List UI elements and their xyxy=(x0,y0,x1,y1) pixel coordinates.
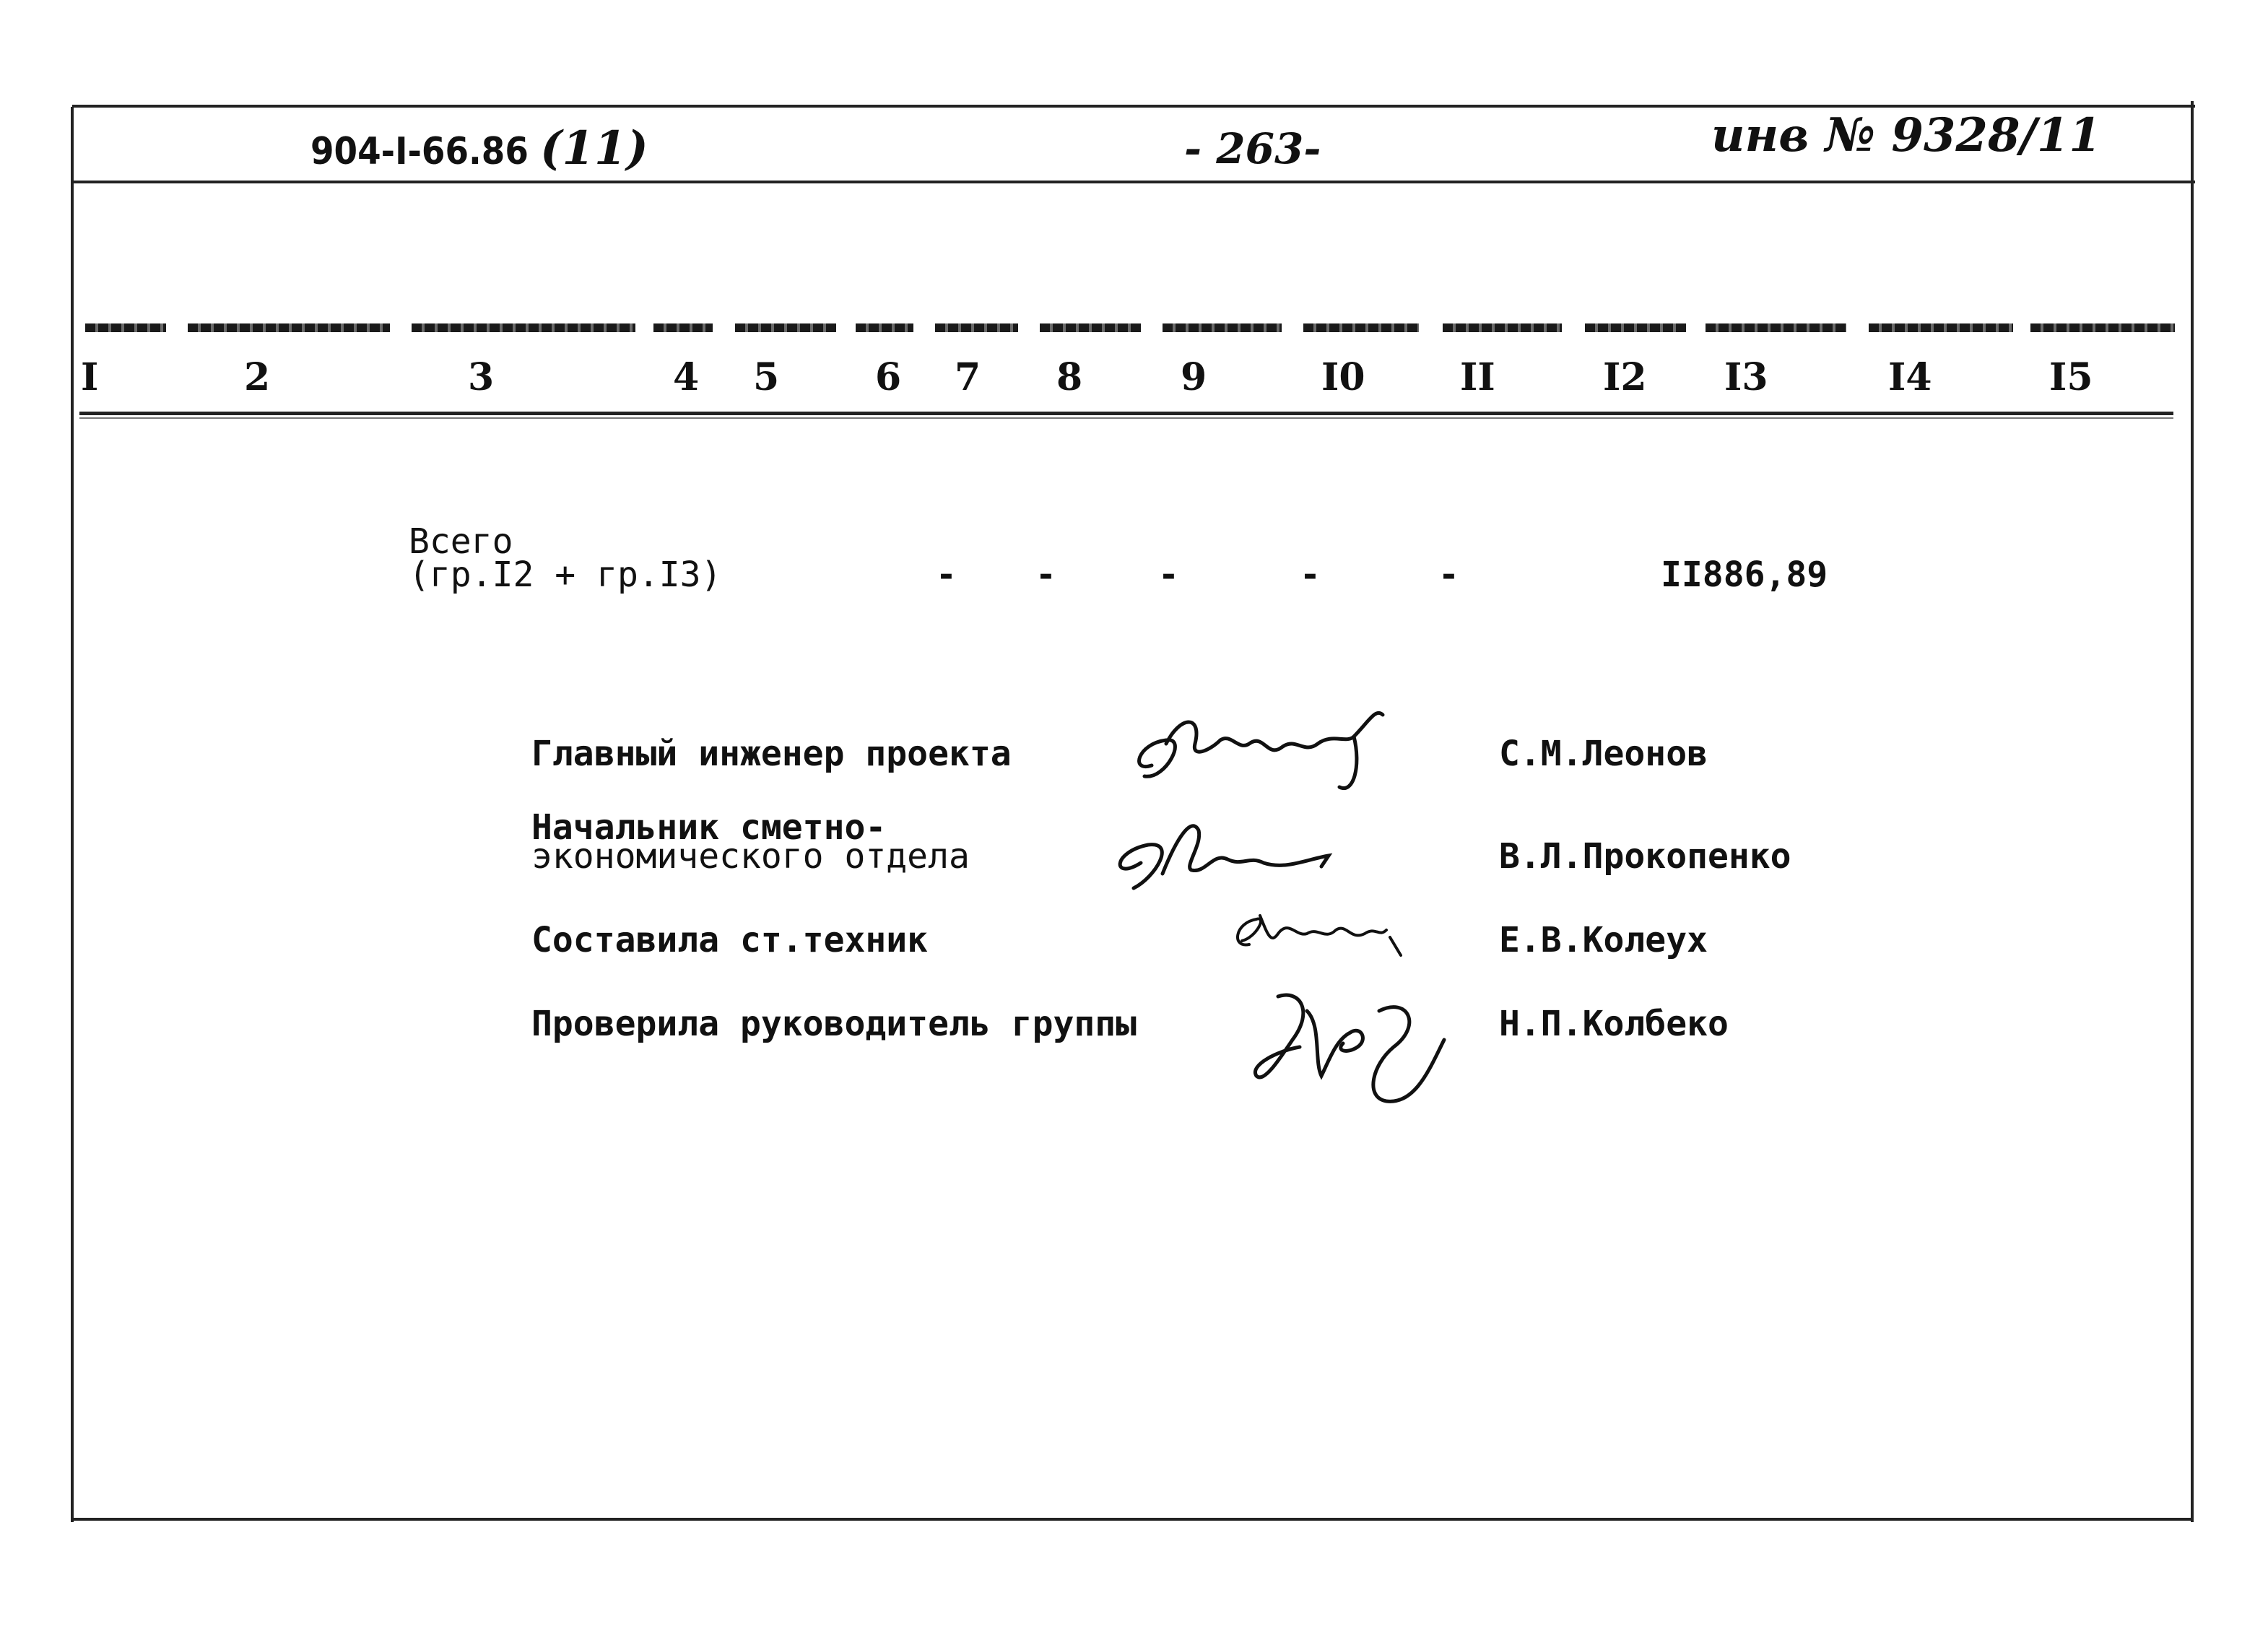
column-number: I xyxy=(81,355,99,399)
frame-left-border xyxy=(71,107,74,1522)
column-number: 8 xyxy=(1056,355,1083,399)
column-number: II xyxy=(1460,355,1495,399)
total-value: II886,89 xyxy=(1661,555,1828,595)
column-number: I3 xyxy=(1724,355,1768,399)
document-code-suffix: (11) xyxy=(540,121,648,175)
column-number: 6 xyxy=(875,355,902,399)
document-code-main: 904-I-66.86 xyxy=(310,130,529,173)
frame-right-border xyxy=(2191,101,2194,1522)
signatory-name: Е.В.Колеух xyxy=(1499,920,1708,960)
column-number: I2 xyxy=(1603,355,1647,399)
column-number: I0 xyxy=(1321,355,1365,399)
total-dash: - xyxy=(936,555,957,595)
signature-role-line2: экономического отдела xyxy=(531,836,970,877)
signatory-name: С.М.Леонов xyxy=(1499,734,1708,774)
signature-koleukh xyxy=(1228,894,1415,973)
document-code xyxy=(310,121,648,175)
inventory-number: инв № 9328/11 xyxy=(1711,108,2101,162)
column-header-rule xyxy=(79,412,2173,415)
column-number: 9 xyxy=(1181,355,1207,399)
column-number: I5 xyxy=(2049,355,2093,399)
signature-role: Проверила руководитель группы xyxy=(531,1004,1137,1044)
total-dash: - xyxy=(1438,555,1459,595)
column-number: 5 xyxy=(753,355,780,399)
frame-bottom-border xyxy=(72,1518,2192,1521)
total-dash: - xyxy=(1300,555,1321,595)
column-header-rule-thin xyxy=(79,417,2173,419)
column-number: 7 xyxy=(955,355,981,399)
page-number: - 263- xyxy=(1184,124,1321,173)
signatory-name: В.Л.Прокопенко xyxy=(1499,836,1791,877)
signature-role: Составила ст.техник xyxy=(531,920,929,960)
total-dash: - xyxy=(1158,555,1179,595)
column-number: 4 xyxy=(673,355,700,399)
signature-kolbeko xyxy=(1235,982,1466,1112)
total-label-line2: (гр.I2 + гр.I3) xyxy=(409,555,722,595)
total-dash: - xyxy=(1035,555,1056,595)
signature-role: Главный инженер проекта xyxy=(531,734,1012,774)
signature-prokopenko xyxy=(1105,809,1365,895)
column-number: 3 xyxy=(468,355,495,399)
column-number: I4 xyxy=(1888,355,1932,399)
frame-top-border xyxy=(72,105,2195,108)
signatory-name: Н.П.Колбеко xyxy=(1499,1004,1729,1044)
signature-leonov xyxy=(1123,700,1397,802)
column-number: 2 xyxy=(244,355,271,399)
total-label-line1: Всего xyxy=(409,521,513,562)
frame-header-divider xyxy=(72,181,2195,183)
signature-role-line1: Начальник сметно- xyxy=(531,807,887,848)
